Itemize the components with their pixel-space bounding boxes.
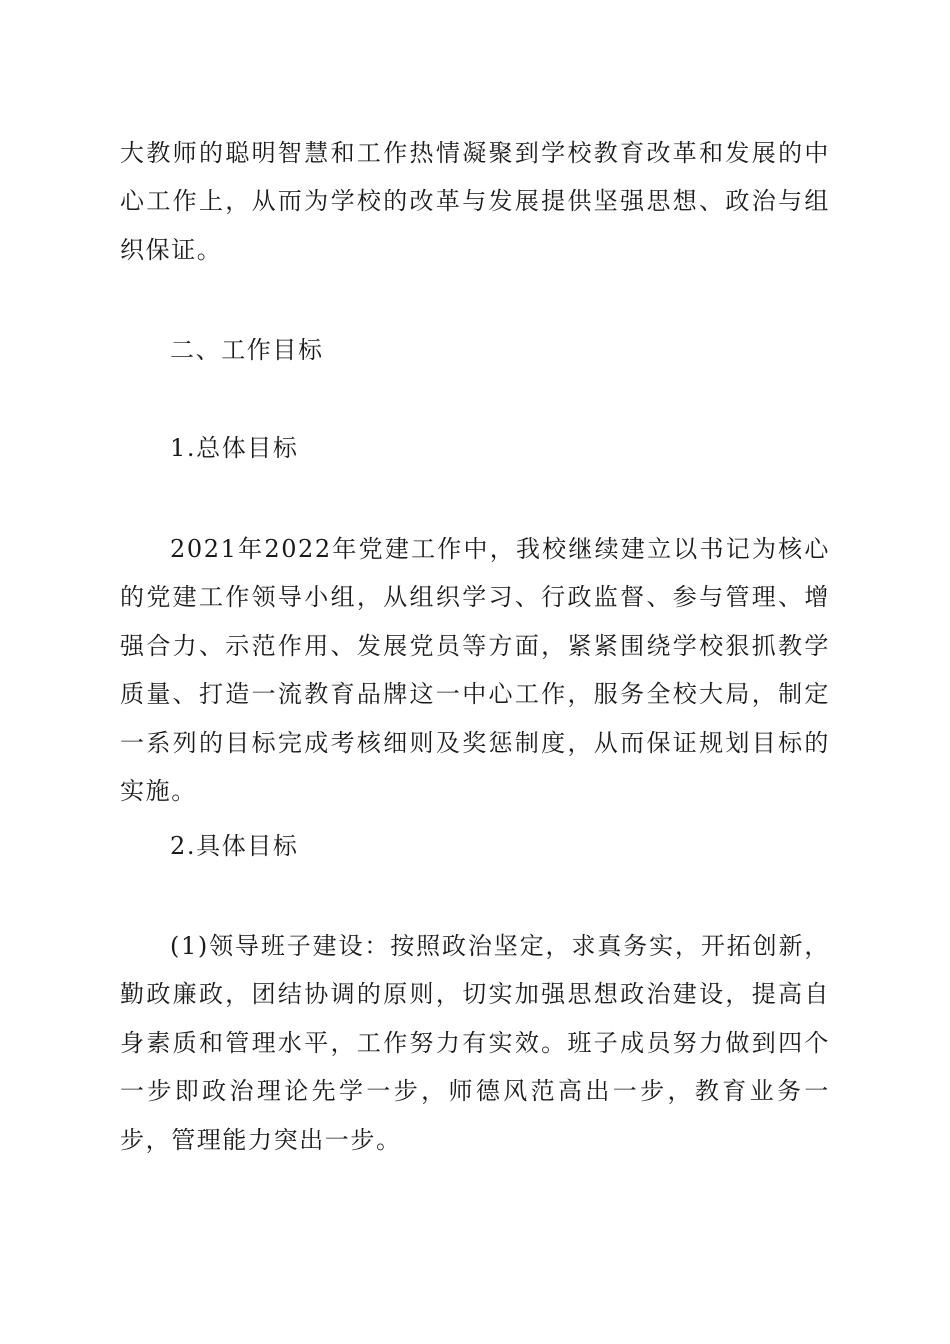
subheading-overall-goals: 1.总体目标 bbox=[170, 434, 299, 462]
paragraph-continuation: 大教师的聪明智慧和工作热情凝聚到学校教育改革和发展的中心工作上，从而为学校的改革与发展提供坚强思想、政治与组织保证。 bbox=[120, 139, 830, 264]
subheading-specific-goals: 2.具体目标 bbox=[170, 832, 299, 860]
section-heading-work-goals: 二、工作目标 bbox=[170, 336, 324, 364]
paragraph-overall-goals: 2021年2022年党建工作中，我校继续建立以书记为核心的党建工作领导小组，从组织学习、行政监督、参与管理、增强合力、示范作用、发展党员等方面，紧紧围绕学校狠抓教学质量、打造一流教育品牌这一中心工作，服务全校大局，制定一系列的目标完成考核细则及奖惩制度，从而保证规划目标的实施。 bbox=[120, 535, 830, 806]
paragraph-leadership-building: (1)领导班子建设：按照政治坚定，求真务实，开拓创新，勤政廉政，团结协调的原则，切实加强思想政治建设，提高自身素质和管理水平，工作努力有实效。班子成员努力做到四个一步即政治理论先学一步，师德风范高出一步，教育业务一步，管理能力突出一步。 bbox=[120, 932, 830, 1154]
